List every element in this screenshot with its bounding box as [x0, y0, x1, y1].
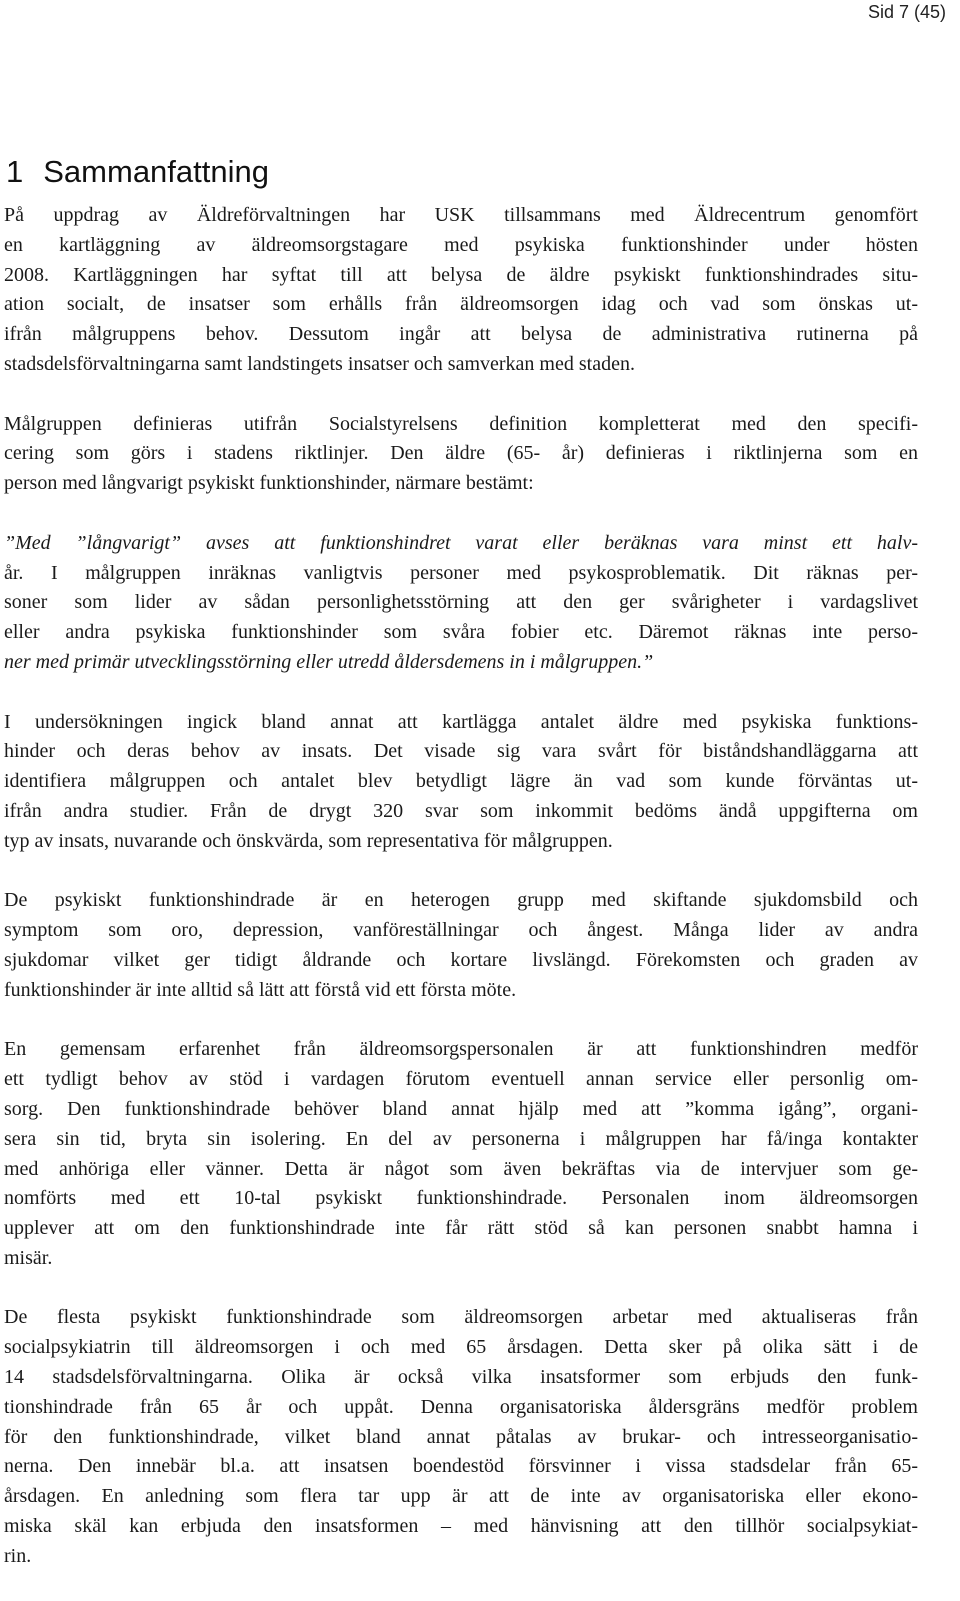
- text-line: sjukdomar vilket ger tidigt åldrande och kortare livslängd. Förekomsten och graden av: [4, 948, 918, 971]
- text-line: för den funktionshindrade, vilket bland annat påtalas av brukar- och intresseorganisatio-: [4, 1425, 918, 1448]
- text-line: tionshindrade från 65 år och uppåt. Denna organisatoriska åldersgräns medför problem: [4, 1395, 918, 1418]
- text-line: nerna. Den innebär bl.a. att insatsen boendestöd försvinner i vissa stadsdelar från 65-: [4, 1455, 918, 1478]
- text-line: ation socialt, de insatser som erhålls från äldreomsorgen idag och vad som önskas ut-: [4, 293, 918, 316]
- text-line: De psykiskt funktionshindrade är en heterogen grupp med skiftande sjukdomsbild och: [4, 889, 918, 912]
- paragraph-target-group: [4, 410, 918, 499]
- text-line: 2008. Kartläggningen har syftat till att belysa de äldre psykiskt funktionshindrades situ-: [4, 263, 918, 286]
- section-title: Sammanfattning: [43, 154, 269, 189]
- text-line: 14 stadsdelsförvaltningarna. Olika är också vilka insatsformer som erbjuds den funk-: [4, 1366, 918, 1389]
- text-line: med anhöriga eller vänner. Detta är något som även bekräftas via de intervjuer som ge-: [4, 1157, 918, 1180]
- text-line: ifrån målgruppens behov. Dessutom ingår att belysa de administrativa rutinerna på: [4, 323, 918, 346]
- text-line: årsdagen. En anledning som flera tar upp är att de inte av organisatoriska eller ekono-: [4, 1485, 918, 1508]
- paragraph-intro: [4, 201, 918, 380]
- text-line: person med långvarigt psykiskt funktionshinder, närmare bestämt:: [4, 472, 534, 495]
- quote-line: soner som lider av sådan personlighetsstörning att den ger svårigheter i vardagslivet: [4, 591, 918, 614]
- text-line: identifiera målgruppen och antalet blev betydligt lägre än vad som kunde förväntas ut-: [4, 770, 918, 793]
- text-line: en kartläggning av äldreomsorgstagare med psykiska funktionshinder under hösten: [4, 233, 918, 256]
- text-line: sera sin tid, bryta sin isolering. En del av personerna i målgruppen har få/inga kontakter: [4, 1127, 918, 1150]
- text-line: funktionshinder är inte alltid så lätt att förstå vid ett första möte.: [4, 978, 517, 1001]
- quote-text: ner med primär utvecklingsstörning eller utredd åldersdemens in i målgruppen.”: [4, 650, 654, 673]
- text-line: socialpsykiatrin till äldreomsorgen i och med 65 årsdagen. Detta sker på olika sätt i de: [4, 1336, 918, 1359]
- page-number: Sid 7 (45): [867, 2, 946, 22]
- text-line: typ av insats, nuvarande och önskvärda, som representativa för målgruppen.: [4, 829, 613, 852]
- quote-line: [4, 529, 918, 559]
- text-line: De flesta psykiskt funktionshindrade som äldreomsorgen arbetar med aktualiseras från: [4, 1306, 918, 1329]
- text-line: upplever att om den funktionshindrade inte får rätt stöd så kan personen snabbt hamna i: [4, 1217, 918, 1240]
- text-line: ett tydligt behov av stöd i vardagen förutom eventuell annan service eller personlig om-: [4, 1068, 918, 1091]
- text-line: rin.: [4, 1544, 32, 1567]
- paragraph-staff-experience: [4, 1035, 918, 1273]
- text-line: En gemensam erfarenhet från äldreomsorgspersonalen är att funktionshindren medför: [4, 1038, 918, 1061]
- paragraph-heterogeneous-group: [4, 886, 918, 1005]
- paragraph-age-limit: [4, 1303, 918, 1571]
- text-line: cering som görs i stadens riktlinjer. Den äldre (65- år) definieras i riktlinjerna som en: [4, 442, 918, 465]
- section-number: 1: [6, 154, 24, 189]
- paragraph-definition-quote: [4, 529, 918, 678]
- quote-line: eller andra psykiska funktionshinder som svåra fobier etc. Däremot räknas inte perso-: [4, 621, 918, 644]
- text-line: ifrån andra studier. Från de drygt 320 svar som inkommit bedöms ändå uppgifterna om: [4, 799, 918, 822]
- text-line: nomförts med ett 10-tal psykiskt funktionshindrade. Personalen inom äldreomsorgen: [4, 1187, 918, 1210]
- quote-line: [4, 648, 918, 678]
- text-line: hinder och deras behov av insats. Det visade sig vara svårt för biståndshandläggarna att: [4, 740, 918, 763]
- text-line: stadsdelsförvaltningarna samt landstingets insatser och samverkan med staden.: [4, 352, 635, 375]
- quote-line: år. I målgruppen inräknas vanligtvis personer med psykosproblematik. Dit räknas per-: [4, 561, 918, 584]
- text-line: sorg. Den funktionshindrade behöver bland annat hjälp med att ”komma igång”, organi-: [4, 1097, 918, 1120]
- section-heading: [6, 152, 269, 192]
- text-line: miska skäl kan erbjuda den insatsformen – med hänvisning att den tillhör socialpsykiat-: [4, 1515, 918, 1538]
- text-line: I undersökningen ingick bland annat att kartlägga antalet äldre med psykiska funktions-: [4, 710, 918, 733]
- quote-text: ”Med ”långvarigt” avses att funktionshindret varat eller beräknas vara minst ett halv-: [4, 531, 918, 554]
- text-line: symptom som oro, depression, vanföreställningar och ångest. Många lider av andra: [4, 919, 918, 942]
- text-line: Målgruppen definieras utifrån Socialstyrelsens definition kompletterat med den specifi-: [4, 412, 918, 435]
- text-line: misär.: [4, 1246, 53, 1269]
- text-line: På uppdrag av Äldreförvaltningen har USK tillsammans med Äldrecentrum genomfört: [4, 204, 918, 226]
- paragraph-survey: [4, 708, 918, 857]
- document-body: [4, 201, 918, 1601]
